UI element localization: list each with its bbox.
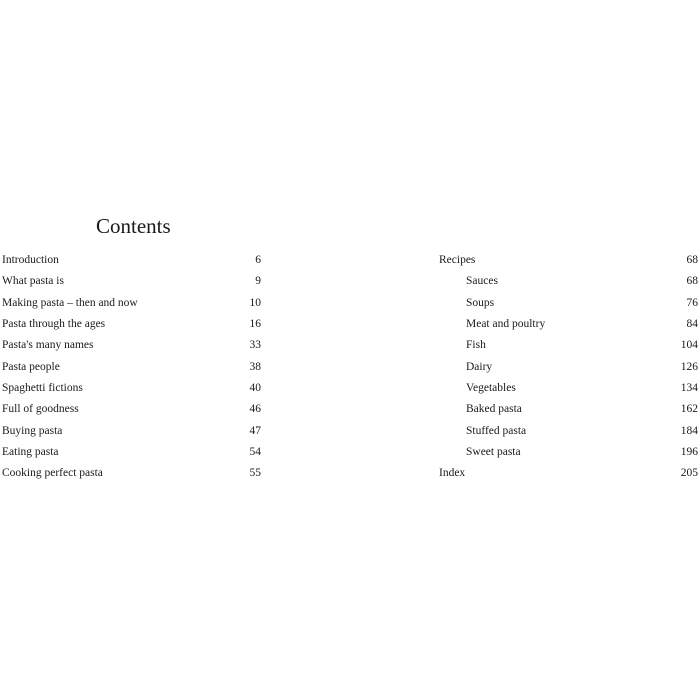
toc-left-column <box>2 250 261 485</box>
toc-entry-label: Pasta through the ages <box>2 318 106 331</box>
toc-entry-page: 68 <box>686 254 698 266</box>
toc-entry-label: Fish <box>466 339 486 352</box>
toc-entry-label: Cooking perfect pasta <box>2 467 103 480</box>
toc-entry-label: Buying pasta <box>2 424 63 437</box>
toc-entry-label: Soups <box>466 296 495 309</box>
toc-entry-page: 33 <box>249 339 261 352</box>
toc-entry-page: 196 <box>680 446 698 459</box>
toc-entry-page: 46 <box>249 403 261 416</box>
toc-entry-label: Recipes <box>439 254 476 266</box>
toc-entry-soups <box>439 293 698 314</box>
toc-entry-label: Making pasta – then and now <box>2 296 138 309</box>
toc-entry-page: 68 <box>686 275 698 288</box>
toc-entry-spaghetti-fictions <box>2 378 261 399</box>
toc-entry-page: 55 <box>249 467 261 480</box>
toc-entry-sauces <box>439 271 698 292</box>
toc-entry-full-of-goodness <box>2 399 261 420</box>
toc-entry-page: 47 <box>249 424 261 437</box>
toc-entry-making-pasta <box>2 293 261 314</box>
toc-entry-page: 38 <box>249 360 261 373</box>
toc-entry-page: 104 <box>680 339 698 352</box>
toc-entry-dairy <box>439 357 698 378</box>
toc-entry-vegetables <box>439 378 698 399</box>
toc-entry-label: Meat and poultry <box>466 318 546 331</box>
toc-entry-stuffed-pasta <box>439 421 698 442</box>
toc-entry-page: 10 <box>249 296 261 309</box>
toc-entry-label: Eating pasta <box>2 446 59 459</box>
toc-entry-label: Baked pasta <box>466 403 522 416</box>
toc-entry-baked-pasta <box>439 399 698 420</box>
toc-right-column <box>439 250 698 485</box>
toc-entry-label: Pasta's many names <box>2 339 94 352</box>
toc-entry-recipes <box>439 250 698 271</box>
toc-entry-page: 16 <box>249 318 261 331</box>
page-title: Contents <box>96 214 171 238</box>
toc-entry-page: 84 <box>686 318 698 331</box>
toc-entry-what-pasta-is <box>2 271 261 292</box>
toc-entry-eating-pasta <box>2 442 261 463</box>
toc-entry-page: 54 <box>249 446 261 459</box>
toc-entry-cooking-perfect-pasta <box>2 463 261 484</box>
toc-entry-page: 76 <box>686 296 698 309</box>
toc-entry-buying-pasta <box>2 421 261 442</box>
toc-entry-index <box>439 463 698 484</box>
toc-entry-label: Full of goodness <box>2 403 79 416</box>
toc-entry-label: Stuffed pasta <box>466 424 527 437</box>
toc-entry-label: Index <box>439 467 466 480</box>
toc-entry-label: Pasta people <box>2 360 60 373</box>
toc-entry-label: Introduction <box>2 254 59 266</box>
toc-entry-pasta-through-the-ages <box>2 314 261 335</box>
toc-entry-label: What pasta is <box>2 275 64 288</box>
toc-entry-page: 184 <box>680 424 698 437</box>
toc-entry-page: 162 <box>680 403 698 416</box>
toc-entry-meat-and-poultry <box>439 314 698 335</box>
toc-entry-sweet-pasta <box>439 442 698 463</box>
toc-entry-label: Vegetables <box>466 382 516 395</box>
toc-entry-label: Dairy <box>466 360 493 373</box>
toc-entry-pasta-people <box>2 357 261 378</box>
toc-entry-page: 40 <box>249 382 261 395</box>
toc-entry-page: 6 <box>255 254 261 266</box>
toc-entry-introduction <box>2 250 261 271</box>
toc-entry-label: Sauces <box>466 275 498 288</box>
toc-entry-pastas-many-names <box>2 335 261 356</box>
toc-entry-label: Spaghetti fictions <box>2 382 83 395</box>
toc-entry-page: 205 <box>680 467 698 480</box>
toc-entry-page: 134 <box>680 382 698 395</box>
toc-entry-label: Sweet pasta <box>466 446 521 459</box>
toc-entry-page: 9 <box>255 275 261 288</box>
toc-entry-fish <box>439 335 698 356</box>
toc-entry-page: 126 <box>680 360 698 373</box>
